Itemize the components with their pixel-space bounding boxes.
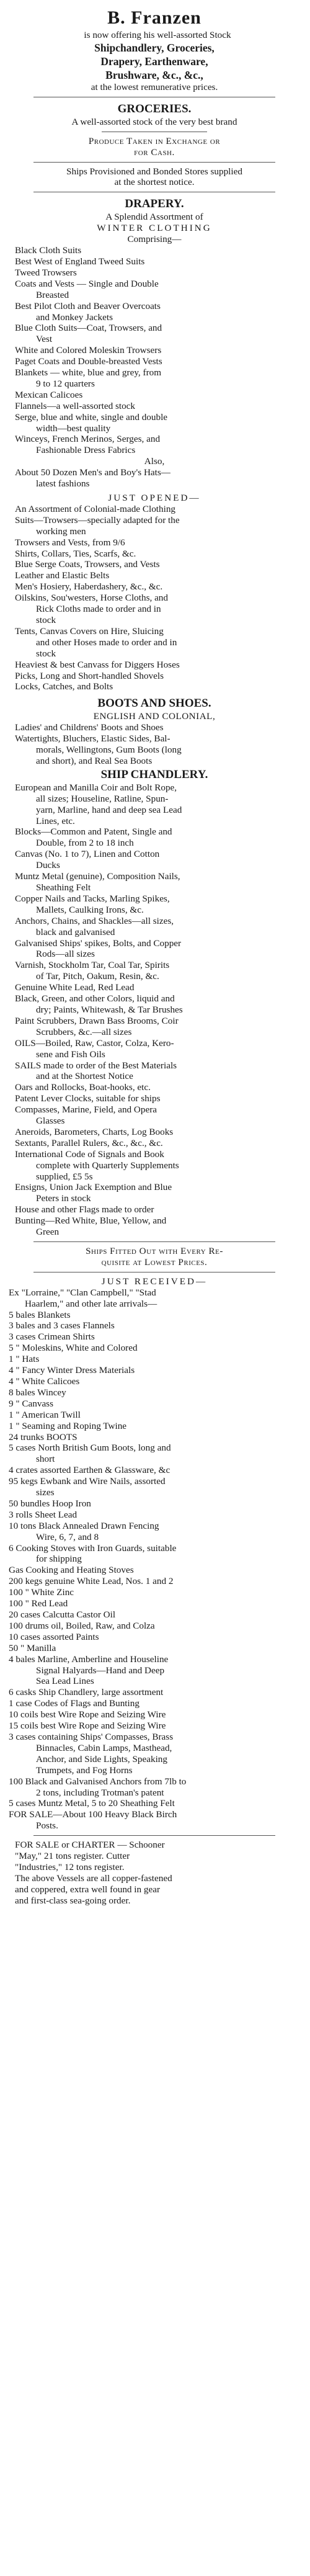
received-item: 50 " Manilla [9,1642,56,1653]
drapery-line: Winceys, French Merinos, Serges, and [15,434,161,445]
boots-line: Ladies' and Childrens' Boots and Shoes [15,722,164,733]
received-item: 4 " Fancy Winter Dress Materials [9,1365,135,1376]
drapery-line: Coats and Vests — Single and Double [15,278,159,289]
drapery-line: Also, [144,456,165,467]
chandlery-line: OILS—Boiled, Raw, Castor, Colza, Kero- [15,1037,174,1049]
chandlery-line: Compasses, Marine, Field, and Opera [15,1104,157,1116]
chandlery-line: dry; Paints, Whitewash, & Tar Brushes [36,1004,183,1015]
just-opened-line: Blue Serge Coats, Trowsers, and Vests [15,559,160,570]
received-item: 1 " Seaming and Roping Twine [9,1420,127,1431]
chandlery-line: Green [36,1227,60,1238]
chandlery-line: Patent Lever Clocks, suitable for ships [15,1093,161,1104]
drapery-line: Blankets — white, blue and grey, from [15,367,162,378]
received-item: for shipping [36,1554,82,1565]
drapery-line: Black Cloth Suits [15,245,82,256]
groceries-line: at the shortest notice. [114,177,195,188]
just-opened-line: working men [36,525,86,537]
received-item: Binnacles, Cabin Lamps, Masthead, [36,1742,172,1753]
chandlery-line: Oars and Rollocks, Boat-hooks, etc. [15,1082,151,1093]
just-received-intro: Haarlem," and other late arrivals— [25,1298,157,1309]
chandlery-line: of Tar, Pitch, Oakum, Resin, &c. [36,971,159,982]
drapery-line: Paget Coats and Double-breasted Vests [15,356,162,367]
chandlery-line: International Code of Signals and Book [15,1148,164,1160]
drapery-line: latest fashions [36,478,90,490]
chandlery-line: Sextants, Parallel Rulers, &c., &c., &c. [15,1137,163,1148]
chandlery-line: Peters in stock [36,1193,91,1204]
received-item: 4 crates assorted Earthen & Glassware, &c [9,1465,170,1476]
received-item: 100 Black and Galvanised Anchors from 7lb to [9,1776,187,1787]
divider [33,1241,275,1242]
just-opened-line: Locks, Catches, and Bolts [15,681,113,692]
chandlery-line: Glasses [36,1116,65,1127]
drapery-line: Best Pilot Cloth and Beaver Overcoats [15,300,161,311]
received-item: Signal Halyards—Hand and Deep [36,1665,165,1676]
received-item: 1 " Hats [9,1354,40,1365]
received-item: short [36,1454,55,1465]
received-item: Anchor, and Side Lights, Speaking [36,1753,167,1764]
masthead-line: Drapery, Earthenware, [100,55,208,68]
received-item: 3 rolls Sheet Lead [9,1509,78,1520]
chandlery-line: Varnish, Stockholm Tar, Coal Tar, Spirits [15,960,170,971]
received-item: 6 casks Ship Chandlery, large assortment [9,1687,164,1698]
boots-line: and short), and Real Sea Boots [36,755,153,766]
drapery-line: Blue Cloth Suits—Coat, Trowsers, and [15,323,162,334]
boots-line: ENGLISH AND COLONIAL, [93,711,216,722]
just-opened-line: Men's Hosiery, Haberdashery, &c., &c. [15,581,163,593]
just-received-intro: Ex "Lorraine," "Clan Campbell," "Stad [9,1287,156,1298]
received-item: 1 case Codes of Flags and Bunting [9,1698,140,1709]
for-sale-line: The above Vessels are all copper-fastened [15,1872,172,1884]
received-item: 2 tons, including Trotman's patent [36,1787,164,1798]
chandlery-line: Genuine White Lead, Red Lead [15,982,135,993]
received-item: 8 bales Wincey [9,1387,66,1398]
chandlery-line: yarn, Marline, hand and deep sea Lead [36,804,182,815]
drapery-line: Mexican Calicoes [15,389,83,400]
drapery-line: and Monkey Jackets [36,311,113,323]
received-item: 15 coils best Wire Rope and Seizing Wire [9,1720,166,1732]
drapery-line: White and Colored Moleskin Trowsers [15,345,162,356]
drapery-line: Tweed Trowsers [15,267,77,278]
drapery-line: Fashionable Dress Fabrics [36,445,136,456]
just-opened-line: Oilskins, Sou'westers, Horse Cloths, and [15,593,168,604]
received-item: 200 kegs genuine White Lead, Nos. 1 and 2 [9,1576,174,1587]
groceries-line: Produce Taken in Exchange or [88,135,221,146]
received-item: 5 cases North British Gum Boots, long and [9,1442,171,1454]
chandlery-line: Mallets, Caulking Irons, &c. [36,904,144,915]
just-opened-line: Heaviest & best Canvass for Diggers Hoses [15,659,180,670]
groceries-line: A well-assorted stock of the very best brand [71,116,237,127]
chandlery-line: sene and Fish Oils [36,1049,105,1060]
just-opened-line: Leather and Elastic Belts [15,570,110,581]
chandlery-line: Galvanised Ships' spikes, Bolts, and Copper [15,937,182,949]
chandlery-line: Anchors, Chains, and Shackles—all sizes, [15,915,174,926]
chandlery-line: House and other Flags made to order [15,1204,154,1215]
chandlery-line: supplied, £5 5s [36,1171,93,1182]
section-heading-drapery: DRAPERY. [125,197,184,211]
for-sale-line: "May," 21 tons register. Cutter [15,1851,130,1862]
section-heading-just-opened: JUST OPENED— [108,493,201,503]
chandlery-line: Blocks—Common and Patent, Single and [15,826,172,838]
drapery-line: Best West of England Tweed Suits [15,256,145,267]
ships-fitted-line: Ships Fitted Out with Every Re- [86,1246,223,1256]
received-item: Wire, 6, 7, and 8 [36,1531,99,1542]
chandlery-line: all sizes; Houseline, Ratline, Spun- [36,793,169,804]
divider [33,162,275,163]
chandlery-line: complete with Quarterly Supplements [36,1160,179,1171]
ships-fitted-line: quisite at Lowest Prices. [101,1256,208,1268]
chandlery-line: and at the Shortest Notice [36,1071,133,1082]
received-item: 4 bales Marline, Amberline and Houseline [9,1653,169,1665]
received-item: 1 " American Twill [9,1409,81,1420]
masthead-line: is now offering his well-assorted Stock [84,30,231,40]
chandlery-line: SAILS made to order of the Best Materials [15,1060,177,1071]
section-heading-groceries: GROCERIES. [117,102,192,115]
just-opened-line: stock [36,614,56,625]
chandlery-line: European and Manilla Coir and Bolt Rope, [15,782,177,793]
chandlery-line: black and galvanised [36,926,115,937]
drapery-line: WINTER CLOTHING [97,223,212,234]
groceries-line: for Cash. [134,146,175,158]
received-item: 5 bales Blankets [9,1309,71,1320]
drapery-line: Comprising— [127,234,182,245]
received-item: Posts. [36,1820,58,1831]
for-sale-line: "Industries," 12 tons register. [15,1861,125,1872]
received-item: 6 Cooking Stoves with Iron Guards, suitable [9,1542,177,1554]
boots-line: morals, Wellingtons, Gum Boots (long [36,745,182,756]
boots-line: Watertights, Bluchers, Elastic Sides, Bal- [15,733,170,745]
chandlery-line: Double, from 2 to 18 inch [36,838,134,849]
drapery-line: 9 to 12 quarters [36,378,95,389]
received-item: Trumpets, and Fog Horns [36,1764,133,1776]
groceries-line: Ships Provisioned and Bonded Stores supplied [66,166,242,177]
received-item: 3 cases Crimean Shirts [9,1331,95,1343]
received-item: 10 cases assorted Paints [9,1631,99,1642]
chandlery-line: Paint Scrubbers, Drawn Bass Brooms, Coir [15,1015,179,1026]
merchant-name: B. Franzen [107,7,202,28]
chandlery-line: Ducks [36,860,60,871]
received-item: 10 tons Black Annealed Drawn Fencing [9,1520,159,1531]
chandlery-line: Sheathing Felt [36,882,91,893]
drapery-line: Vest [36,334,53,345]
received-item: sizes [36,1487,55,1498]
received-item: 24 trunks BOOTS [9,1431,78,1442]
masthead-line: at the lowest remunerative prices. [91,81,218,92]
drapery-line: A Splendid Assortment of [105,212,203,223]
chandlery-line: Black, Green, and other Colors, liquid and [15,993,175,1004]
just-opened-line: An Assortment of Colonial-made Clothing [15,503,176,514]
received-item: 100 " Red Lead [9,1598,68,1609]
masthead-line: Shipchandlery, Groceries, [94,41,215,54]
section-heading-ship-chandlery: SHIP CHANDLERY. [100,767,208,781]
for-sale-line: and first-class sea-going order. [15,1895,131,1906]
received-item: FOR SALE—About 100 Heavy Black Birch [9,1809,177,1820]
just-opened-line: stock [36,648,56,659]
chandlery-line: Ensigns, Union Jack Exemption and Blue [15,1182,172,1193]
chandlery-line: Scrubbers, &c.—all sizes [36,1026,132,1037]
chandlery-line: Bunting—Red White, Blue, Yellow, and [15,1215,167,1227]
received-item: 3 cases containing Ships' Compasses, Brass [9,1731,174,1742]
received-item: 9 " Canvass [9,1398,54,1409]
chandlery-line: Rods—all sizes [36,949,95,960]
received-item: 100 drums oil, Boiled, Raw, and Colza [9,1620,155,1631]
just-opened-line: and other Hoses made to order and in [36,637,177,648]
received-item: 4 " White Calicoes [9,1375,80,1387]
chandlery-line: Muntz Metal (genuine), Composition Nails, [15,871,180,882]
chandlery-line: Lines, etc. [36,815,75,826]
received-item: 50 bundles Hoop Iron [9,1498,91,1509]
section-heading-boots: BOOTS AND SHOES. [97,697,211,710]
just-opened-line: Tents, Canvas Covers on Hire, Sluicing [15,625,164,637]
section-heading-just-received: JUST RECEIVED— [101,1276,208,1287]
received-item: 20 cases Calcutta Castor Oil [9,1609,116,1620]
masthead-line: Brushware, &c., &c., [105,68,203,81]
received-item: 100 " White Zinc [9,1587,74,1598]
chandlery-line: Canvas (No. 1 to 7), Linen and Cotton [15,849,160,860]
just-opened-line: Suits—Trowsers—specially adapted for the [15,514,180,525]
drapery-line: Breasted [36,289,69,300]
drapery-line: Flannels—a well-assorted stock [15,400,136,411]
drapery-line: About 50 Dozen Men's and Boy's Hats— [15,467,170,478]
drapery-line: width—best quality [36,423,111,434]
chandlery-line: Aneroids, Barometers, Charts, Log Books [15,1126,174,1137]
received-item: 5 cases Muntz Metal, 5 to 20 Sheathing Felt [9,1798,175,1809]
received-item: Gas Cooking and Heating Stoves [9,1565,134,1576]
for-sale-line: FOR SALE or CHARTER — Schooner [15,1840,165,1851]
received-item: 95 kegs Ewbank and Wire Nails, assorted [9,1476,166,1487]
just-opened-line: Rick Cloths made to order and in [36,604,161,615]
just-opened-line: Picks, Long and Short-handled Shovels [15,670,164,681]
just-opened-line: Shirts, Collars, Ties, Scarfs, &c. [15,548,136,559]
divider [33,1835,275,1836]
received-item: 5 " Moleskins, White and Colored [9,1343,138,1354]
just-opened-line: Trowsers and Vests, from 9/6 [15,537,125,548]
received-item: Sea Lead Lines [36,1676,94,1687]
received-item: 10 coils best Wire Rope and Seizing Wire [9,1709,166,1720]
received-item: 3 bales and 3 cases Flannels [9,1320,115,1331]
chandlery-line: Copper Nails and Tacks, Marling Spikes, [15,893,170,904]
drapery-line: Serge, blue and white, single and double [15,411,168,423]
for-sale-line: and coppered, extra well found in gear [15,1884,161,1895]
